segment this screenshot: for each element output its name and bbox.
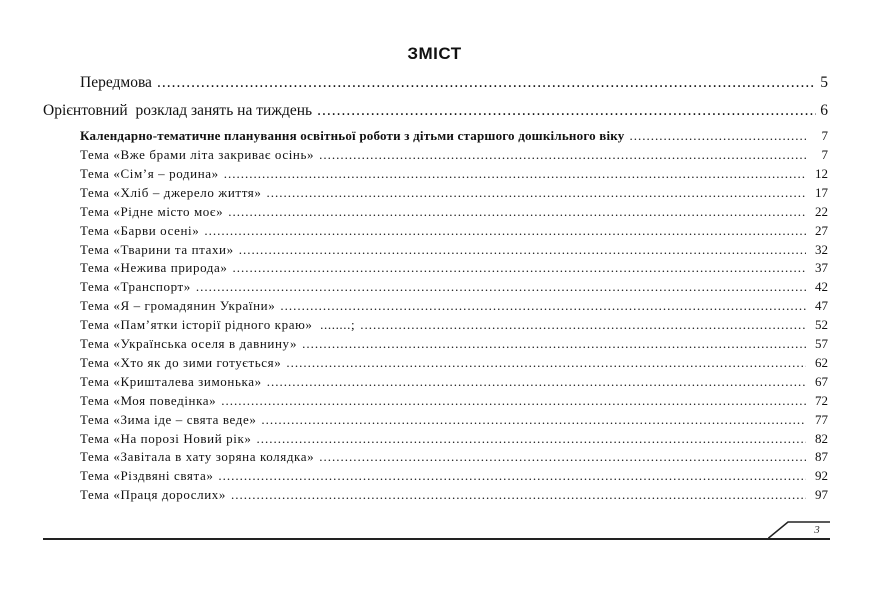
toc-entry-theme[interactable]	[80, 166, 828, 182]
footer-page-number: 3	[814, 524, 820, 536]
footer-rule	[43, 538, 830, 540]
toc-entry-theme[interactable]	[80, 449, 828, 465]
toc-entry-label: Тема «На порозі Новий рік»	[80, 430, 252, 446]
toc-entry-label: Тема «Барви осені»	[80, 222, 200, 238]
toc-entry-theme[interactable]	[80, 374, 828, 390]
toc-entry-label: Тема «Завітала в хату зоряна колядка»	[80, 449, 315, 465]
toc-entry-theme[interactable]	[80, 487, 828, 503]
toc-entry-label: Тема «Нежива природа»	[80, 260, 228, 276]
toc-entry-theme[interactable]	[80, 355, 828, 371]
toc-entry-label: Передмова	[80, 74, 152, 91]
toc-entry-page: 12	[815, 165, 828, 181]
toc-entry-label: Тема «Пам’ятки історії рідного краю» ........;	[80, 317, 356, 333]
toc-entry-page: 72	[815, 392, 828, 408]
toc-entry-theme[interactable]	[80, 298, 828, 314]
toc-entry-page: 67	[815, 373, 828, 389]
toc-entry-page: 87	[815, 449, 828, 465]
toc-entry-theme[interactable]	[80, 185, 828, 201]
toc-entry-page: 5	[820, 74, 828, 91]
toc-entry-weekly-schedule[interactable]	[43, 102, 828, 120]
toc-entry-foreword[interactable]	[80, 74, 828, 92]
dot-leader	[280, 298, 806, 314]
toc-entry-page: 6	[820, 102, 828, 119]
dot-leader	[157, 74, 816, 92]
toc-entry-page: 52	[815, 317, 828, 333]
toc-entry-label: Тема «Хліб – джерело життя»	[80, 184, 262, 200]
dot-leader	[629, 128, 806, 144]
toc-entry-label: Тема «Вже брами літа закриває осінь»	[80, 147, 315, 162]
toc-entry-label: Тема «Тварини та птахи»	[80, 241, 234, 257]
toc-entry-label: Тема «Хто як до зими готується»	[80, 354, 282, 370]
toc-entry-theme[interactable]	[80, 317, 828, 333]
toc-entry-page: 27	[815, 222, 828, 238]
toc-entry-label: Тема «Зима іде – свята веде»	[80, 411, 257, 427]
toc-entry-page: 77	[815, 411, 828, 427]
dot-leader	[261, 412, 806, 428]
dot-leader	[360, 317, 806, 333]
toc-entry-theme[interactable]	[80, 468, 828, 484]
toc-entry-label: Тема «Я – громадянин України»	[80, 298, 276, 314]
toc-entry-page: 22	[815, 203, 828, 219]
toc-section-heading[interactable]	[80, 128, 828, 144]
toc-entry-label: Тема «Різдвяні свята»	[80, 468, 214, 484]
dot-leader	[231, 487, 806, 503]
toc-entry-label: Тема «Праця дорослих»	[80, 487, 226, 503]
toc-entry-theme[interactable]	[80, 147, 828, 163]
toc-entry-theme[interactable]	[80, 279, 828, 295]
dot-leader	[302, 336, 806, 352]
toc-entry-page: 82	[815, 430, 828, 446]
toc-entry-theme[interactable]	[80, 242, 828, 258]
toc-entry-label: Орієнтовний розклад занять на тиждень	[43, 102, 313, 119]
toc-entry-label: Тема «Транспорт»	[80, 279, 191, 295]
dot-leader	[232, 260, 806, 276]
toc-entry-theme[interactable]	[80, 336, 828, 352]
dot-leader	[228, 204, 806, 220]
dot-leader	[267, 374, 806, 390]
toc-entry-label: Тема «Рідне місто моє»	[80, 203, 224, 219]
dot-leader	[224, 166, 806, 182]
dot-leader	[317, 102, 816, 120]
dot-leader	[204, 223, 806, 239]
toc-entry-label: Тема «Українська оселя в давнину»	[80, 336, 298, 351]
dot-leader	[286, 355, 806, 371]
dot-leader	[239, 242, 806, 258]
toc-entry-label: Тема «Сім’я – родина»	[80, 165, 219, 181]
dot-leader	[221, 393, 806, 409]
dot-leader	[218, 468, 806, 484]
dot-leader	[319, 449, 806, 465]
dot-leader	[256, 431, 806, 447]
toc-entry-label: Тема «Моя поведінка»	[80, 392, 217, 408]
toc-section-page: 7	[821, 128, 828, 143]
toc-entry-theme[interactable]	[80, 431, 828, 447]
dot-leader	[267, 185, 807, 201]
toc-entry-page: 42	[815, 279, 828, 295]
toc-entry-page: 17	[815, 184, 828, 200]
toc-entry-page: 92	[815, 468, 828, 484]
toc-section-label: Календарно-тематичне планування освітньої роботи з дітьми старшого дошкільного віку	[80, 128, 625, 143]
dot-leader	[196, 279, 806, 295]
toc-entry-theme[interactable]	[80, 204, 828, 220]
toc-entry-page: 57	[815, 336, 828, 351]
toc-entry-page: 62	[815, 354, 828, 370]
page-title: ЗМІСТ	[407, 44, 462, 63]
toc-entry-theme[interactable]	[80, 393, 828, 409]
toc-entry-page: 7	[821, 147, 828, 162]
toc-entry-page: 37	[815, 260, 828, 276]
toc-entry-theme[interactable]	[80, 223, 828, 239]
toc-entry-theme[interactable]	[80, 412, 828, 428]
toc-entry-theme[interactable]	[80, 260, 828, 276]
dot-leader	[319, 147, 806, 163]
toc-entry-page: 47	[815, 298, 828, 314]
toc-entry-label: Тема «Кришталева зимонька»	[80, 373, 262, 389]
toc-entry-page: 32	[815, 241, 828, 257]
toc-entry-page: 97	[815, 487, 828, 503]
